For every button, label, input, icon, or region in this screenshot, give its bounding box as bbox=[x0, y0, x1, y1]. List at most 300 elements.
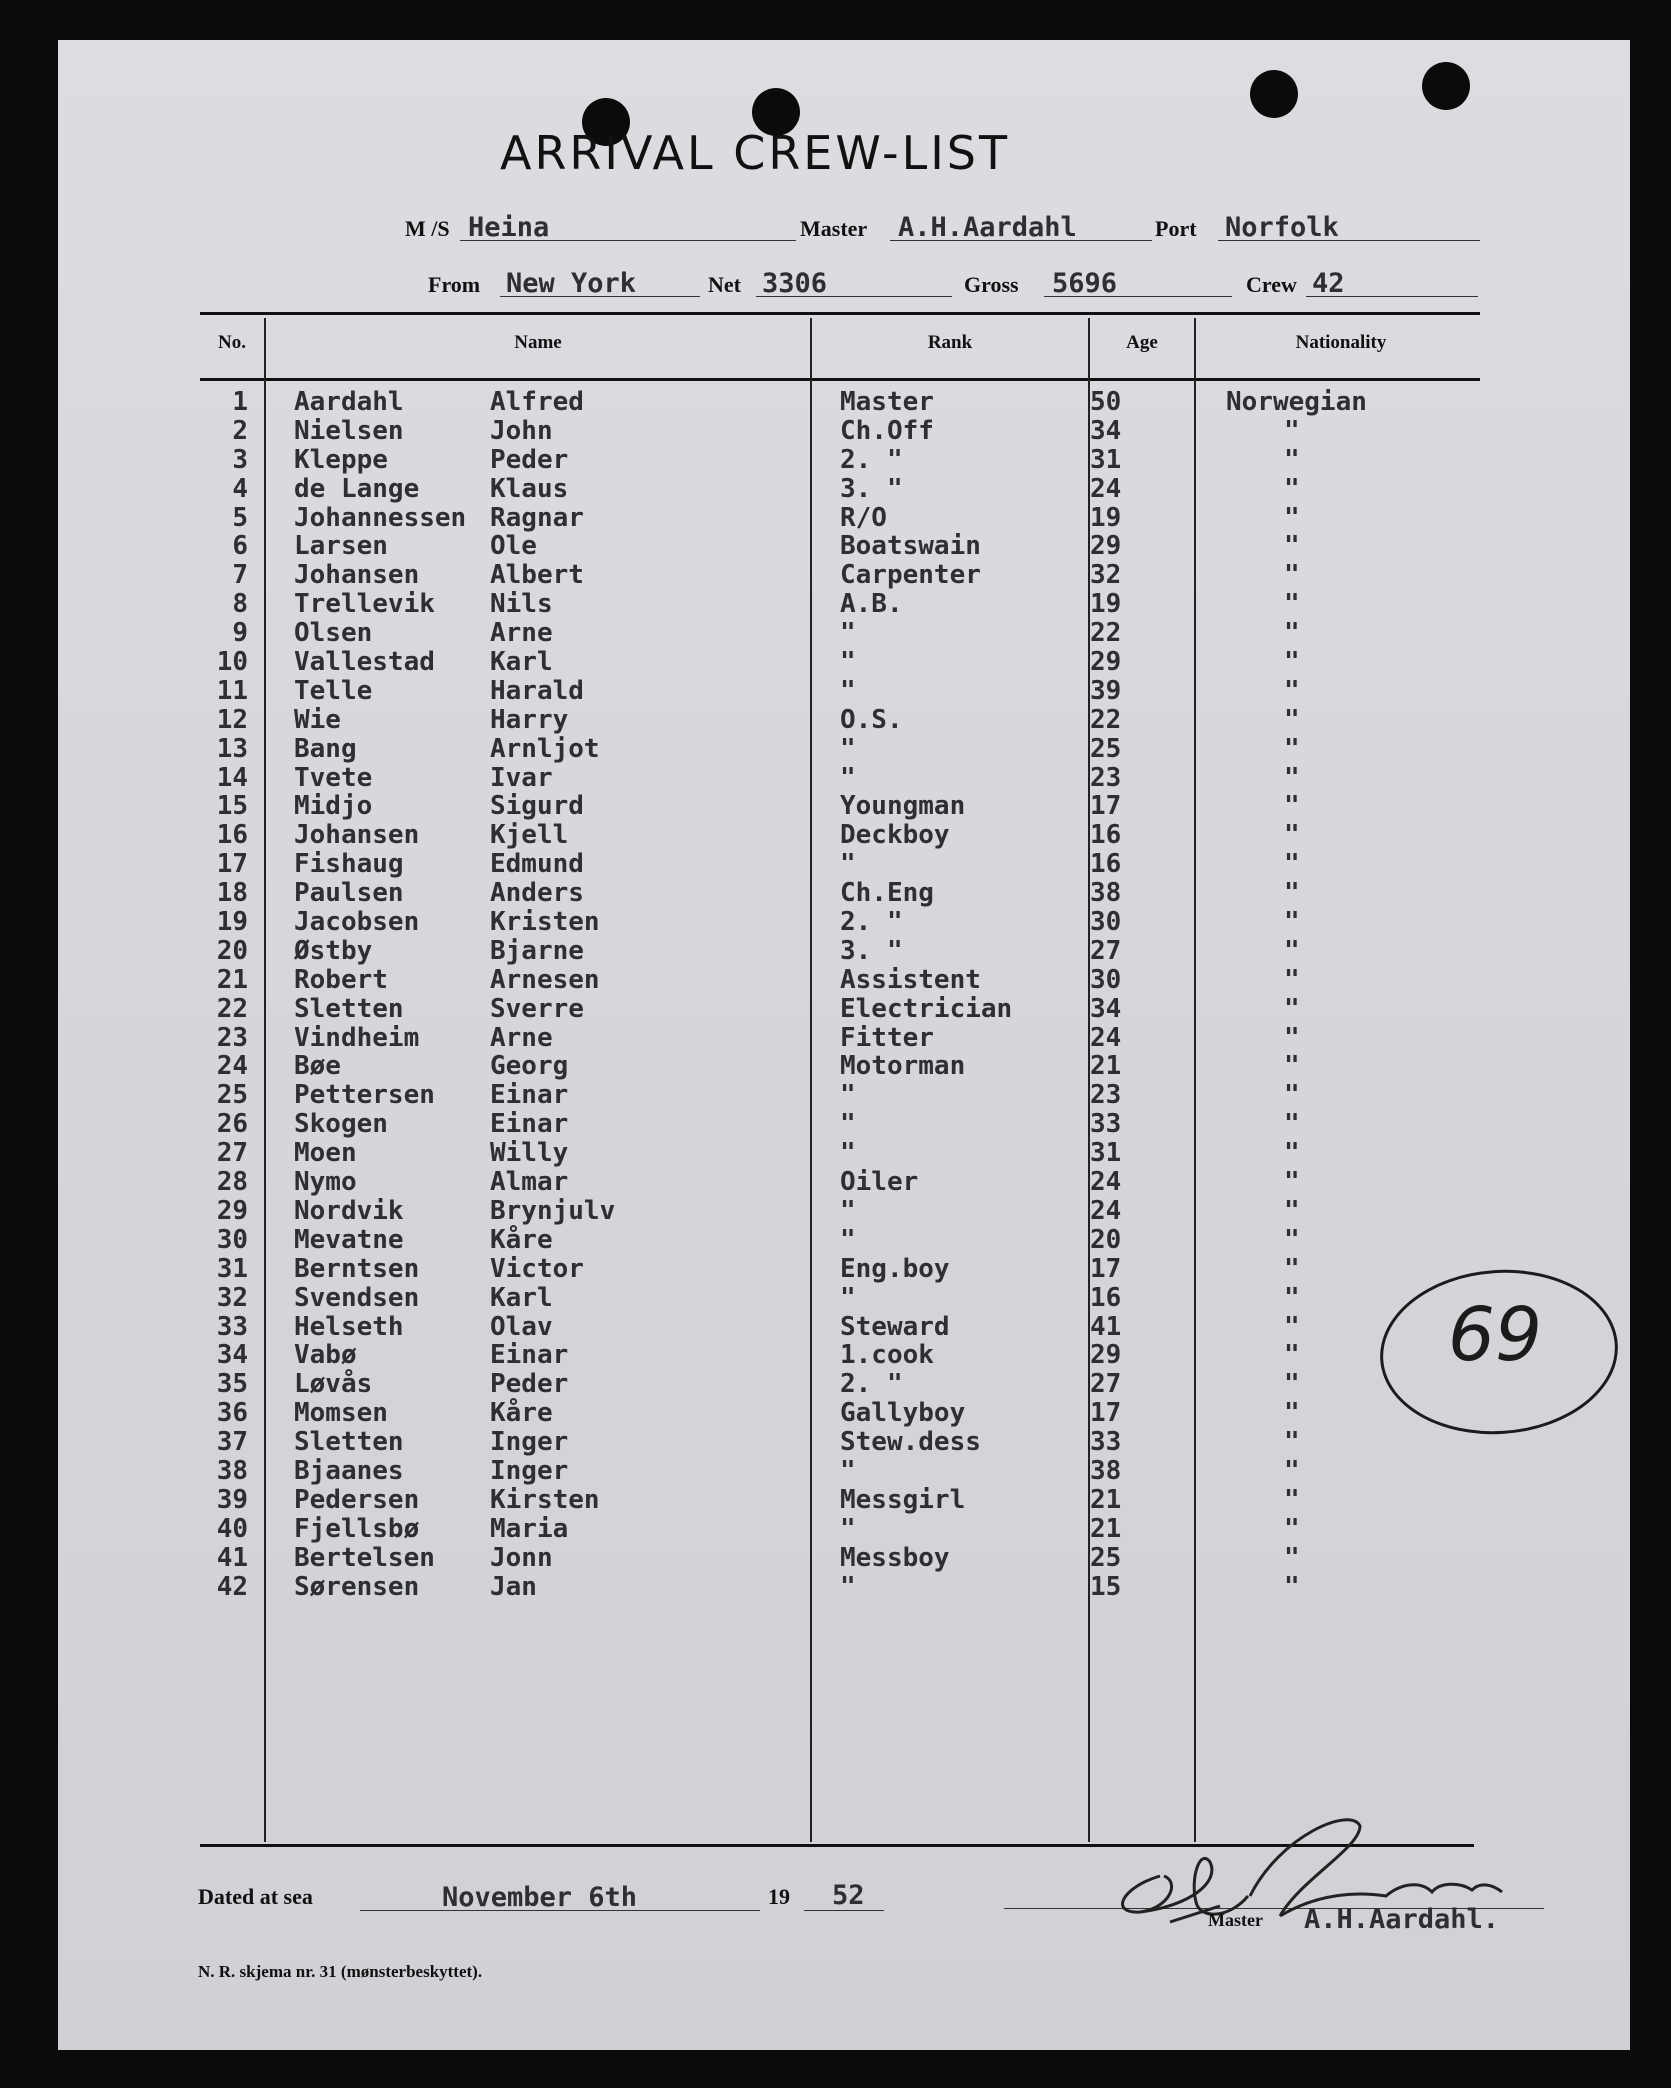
crew-age: 17 bbox=[1090, 791, 1122, 822]
crew-rank: 2. " bbox=[840, 444, 903, 475]
crew-given-name: Kjell bbox=[490, 820, 569, 851]
crew-nationality: " bbox=[1284, 849, 1300, 880]
crew-rank: Fitter bbox=[840, 1022, 934, 1053]
crew-given-name: Almar bbox=[490, 1167, 569, 1198]
date-value: November 6th bbox=[442, 1882, 638, 1913]
crew-number: 38 bbox=[216, 1455, 248, 1486]
crew-given-name: Arne bbox=[490, 618, 553, 649]
crew-age: 32 bbox=[1090, 560, 1122, 591]
crew-given-name: Maria bbox=[490, 1513, 569, 1544]
punch-hole bbox=[1250, 70, 1298, 118]
dated-label: Dated at sea bbox=[198, 1884, 313, 1909]
crew-age: 17 bbox=[1090, 1253, 1122, 1284]
crew-rank: 1.cook bbox=[840, 1340, 934, 1371]
crew-given-name: Bjarne bbox=[490, 935, 584, 966]
table-row bbox=[200, 1255, 1500, 1284]
net-underline bbox=[756, 296, 952, 297]
crew-nationality: " bbox=[1284, 502, 1300, 533]
crew-surname: Berntsen bbox=[294, 1253, 420, 1284]
crew-surname: Trellevik bbox=[294, 589, 435, 620]
table-row bbox=[200, 850, 1500, 879]
date-underline bbox=[360, 1910, 760, 1911]
crew-number: 14 bbox=[216, 762, 248, 793]
crew-given-name: Karl bbox=[490, 647, 553, 678]
crew-given-name: Peder bbox=[490, 444, 569, 475]
crew-number: 9 bbox=[232, 618, 248, 649]
crew-number: 33 bbox=[216, 1311, 248, 1342]
crew-number: 13 bbox=[216, 733, 248, 764]
crew-age: 19 bbox=[1090, 589, 1122, 620]
crew-number: 20 bbox=[216, 935, 248, 966]
crew-nationality: " bbox=[1284, 1484, 1300, 1515]
crew-nationality: " bbox=[1284, 878, 1300, 909]
crew-surname: Momsen bbox=[294, 1398, 388, 1429]
crew-surname: Østby bbox=[294, 935, 373, 966]
table-row bbox=[200, 1428, 1500, 1457]
crew-rank: " bbox=[840, 618, 856, 649]
port-underline bbox=[1218, 240, 1480, 241]
crew-given-name: Ivar bbox=[490, 762, 553, 793]
crew-surname: Robert bbox=[294, 964, 388, 995]
table-row bbox=[200, 446, 1500, 475]
crew-age: 38 bbox=[1090, 878, 1122, 909]
crew-surname: Sørensen bbox=[294, 1571, 420, 1602]
crew-nationality: " bbox=[1284, 1080, 1300, 1111]
crew-nationality: " bbox=[1284, 935, 1300, 966]
crew-rank: " bbox=[840, 1282, 856, 1313]
crew-surname: Bøe bbox=[294, 1051, 341, 1082]
crew-given-name: Sigurd bbox=[490, 791, 584, 822]
crew-surname: Jacobsen bbox=[294, 907, 420, 938]
crew-age: 29 bbox=[1090, 1340, 1122, 1371]
crew-surname: Johansen bbox=[294, 560, 420, 591]
crew-nationality: " bbox=[1284, 820, 1300, 851]
crew-rank: " bbox=[840, 1080, 856, 1111]
crew-surname: Bang bbox=[294, 733, 357, 764]
crew-number: 23 bbox=[216, 1022, 248, 1053]
table-row bbox=[200, 1544, 1500, 1573]
crew-given-name: Peder bbox=[490, 1369, 569, 1400]
crew-rank: " bbox=[840, 1513, 856, 1544]
crew-rank: " bbox=[840, 1195, 856, 1226]
crew-label: Crew bbox=[1246, 272, 1297, 297]
crew-number: 24 bbox=[216, 1051, 248, 1082]
crew-given-name: Kristen bbox=[490, 907, 600, 938]
crew-given-name: Arnesen bbox=[490, 964, 600, 995]
crew-number: 40 bbox=[216, 1513, 248, 1544]
crew-surname: Skogen bbox=[294, 1109, 388, 1140]
crew-given-name: Anders bbox=[490, 878, 584, 909]
crew-rank: Youngman bbox=[840, 791, 966, 822]
master-underline bbox=[890, 240, 1152, 241]
crew-rank: " bbox=[840, 733, 856, 764]
table-row bbox=[200, 1197, 1500, 1226]
crew-rank: R/O bbox=[840, 502, 887, 533]
table-row bbox=[200, 937, 1500, 966]
crew-given-name: Sverre bbox=[490, 993, 584, 1024]
crew-age: 21 bbox=[1090, 1051, 1122, 1082]
crew-surname: Olsen bbox=[294, 618, 373, 649]
table-row bbox=[200, 1457, 1500, 1486]
crew-number: 4 bbox=[232, 473, 248, 504]
crew-given-name: Victor bbox=[490, 1253, 584, 1284]
crew-age: 29 bbox=[1090, 647, 1122, 678]
footer-master-name: A.H.Aardahl. bbox=[1304, 1904, 1500, 1935]
crew-nationality: " bbox=[1284, 675, 1300, 706]
crew-table-body bbox=[200, 388, 1500, 1601]
year-prefix: 19 bbox=[768, 1884, 790, 1909]
table-row bbox=[200, 706, 1500, 735]
crew-number: 28 bbox=[216, 1167, 248, 1198]
crew-number: 36 bbox=[216, 1398, 248, 1429]
crew-nationality: " bbox=[1284, 762, 1300, 793]
table-row bbox=[200, 619, 1500, 648]
crew-age: 27 bbox=[1090, 935, 1122, 966]
crew-given-name: Arne bbox=[490, 1022, 553, 1053]
crew-age: 16 bbox=[1090, 1282, 1122, 1313]
crew-given-name: Ragnar bbox=[490, 502, 584, 533]
crew-surname: Bertelsen bbox=[294, 1542, 435, 1573]
crew-rank: Ch.Eng bbox=[840, 878, 934, 909]
crew-rank: Messboy bbox=[840, 1542, 950, 1573]
table-row bbox=[200, 1081, 1500, 1110]
crew-age: 24 bbox=[1090, 1022, 1122, 1053]
crew-surname: Kleppe bbox=[294, 444, 388, 475]
net-label: Net bbox=[708, 272, 741, 297]
table-row bbox=[200, 1052, 1500, 1081]
crew-nationality: " bbox=[1284, 791, 1300, 822]
crew-given-name: Einar bbox=[490, 1340, 569, 1371]
crew-surname: Svendsen bbox=[294, 1282, 420, 1313]
form-note: N. R. skjema nr. 31 (mønsterbeskyttet). bbox=[198, 1962, 483, 1981]
crew-surname: Larsen bbox=[294, 531, 388, 562]
year-suffix: 52 bbox=[832, 1880, 865, 1911]
crew-rank: Gallyboy bbox=[840, 1398, 966, 1429]
crew-given-name: Inger bbox=[490, 1427, 569, 1458]
crew-surname: Nielsen bbox=[294, 415, 404, 446]
crew-surname: Mevatne bbox=[294, 1224, 404, 1255]
crew-surname: Fjellsbø bbox=[294, 1513, 420, 1544]
crew-nationality: " bbox=[1284, 1195, 1300, 1226]
footer-master-label: Master bbox=[1208, 1910, 1263, 1930]
table-row bbox=[200, 1399, 1500, 1428]
punch-hole bbox=[1422, 62, 1470, 110]
crew-nationality: " bbox=[1284, 1224, 1300, 1255]
table-row bbox=[200, 677, 1500, 706]
crew-number: 32 bbox=[216, 1282, 248, 1313]
crew-age: 24 bbox=[1090, 473, 1122, 504]
crew-age: 25 bbox=[1090, 733, 1122, 764]
crew-rank: " bbox=[840, 849, 856, 880]
crew-age: 31 bbox=[1090, 444, 1122, 475]
crew-nationality: " bbox=[1284, 444, 1300, 475]
table-row bbox=[200, 1313, 1500, 1342]
crew-rank: Carpenter bbox=[840, 560, 981, 591]
ship-underline bbox=[460, 240, 796, 241]
crew-nationality: " bbox=[1284, 531, 1300, 562]
table-row bbox=[200, 792, 1500, 821]
crew-number: 27 bbox=[216, 1138, 248, 1169]
crew-rank: Oiler bbox=[840, 1167, 919, 1198]
ship-name: Heina bbox=[468, 212, 550, 243]
crew-nationality: " bbox=[1284, 1311, 1300, 1342]
crew-age: 31 bbox=[1090, 1138, 1122, 1169]
crew-given-name: John bbox=[490, 415, 553, 446]
crew-number: 6 bbox=[232, 531, 248, 562]
column-header-age: Age bbox=[1126, 332, 1158, 353]
table-row bbox=[200, 1024, 1500, 1053]
crew-age: 25 bbox=[1090, 1542, 1122, 1573]
crew-nationality: " bbox=[1284, 1138, 1300, 1169]
crew-age: 50 bbox=[1090, 387, 1122, 417]
table-row bbox=[200, 561, 1500, 590]
crew-surname: Tvete bbox=[294, 762, 373, 793]
crew-nationality: " bbox=[1284, 733, 1300, 764]
crew-age: 39 bbox=[1090, 675, 1122, 706]
crew-number: 8 bbox=[232, 589, 248, 620]
gross-underline bbox=[1044, 296, 1232, 297]
crew-nationality: " bbox=[1284, 1253, 1300, 1284]
crew-age: 24 bbox=[1090, 1195, 1122, 1226]
crew-age: 16 bbox=[1090, 849, 1122, 880]
crew-rank: " bbox=[840, 1455, 856, 1486]
column-header-no: No. bbox=[218, 332, 246, 353]
crew-given-name: Kåre bbox=[490, 1398, 553, 1429]
crew-surname: Wie bbox=[294, 704, 341, 735]
crew-nationality: " bbox=[1284, 907, 1300, 938]
table-row bbox=[200, 417, 1500, 446]
crew-rank: Master bbox=[840, 387, 934, 417]
crew-rank: Eng.boy bbox=[840, 1253, 950, 1284]
crew-nationality: " bbox=[1284, 1340, 1300, 1371]
crew-surname: Fishaug bbox=[294, 849, 404, 880]
crew-number: 42 bbox=[216, 1571, 248, 1602]
crew-nationality: " bbox=[1284, 1282, 1300, 1313]
crew-nationality: " bbox=[1284, 964, 1300, 995]
crew-rank: 2. " bbox=[840, 907, 903, 938]
crew-nationality: " bbox=[1284, 1513, 1300, 1544]
crew-surname: Midjo bbox=[294, 791, 373, 822]
crew-surname: Aardahl bbox=[294, 387, 404, 417]
crew-number: 10 bbox=[216, 647, 248, 678]
crew-age: 24 bbox=[1090, 1167, 1122, 1198]
crew-rank: Ch.Off bbox=[840, 415, 934, 446]
crew-rank: " bbox=[840, 1109, 856, 1140]
crew-rank: Motorman bbox=[840, 1051, 966, 1082]
crew-rank: Assistent bbox=[840, 964, 981, 995]
table-row bbox=[200, 1370, 1500, 1399]
table-row bbox=[200, 590, 1500, 619]
crew-nationality: " bbox=[1284, 415, 1300, 446]
crew-age: 33 bbox=[1090, 1109, 1122, 1140]
crew-surname: Løvås bbox=[294, 1369, 373, 1400]
port-name: Norfolk bbox=[1225, 212, 1339, 243]
crew-value: 42 bbox=[1312, 268, 1345, 299]
crew-surname: Nordvik bbox=[294, 1195, 404, 1226]
crew-given-name: Kirsten bbox=[490, 1484, 600, 1515]
crew-number: 30 bbox=[216, 1224, 248, 1255]
table-row bbox=[200, 1226, 1500, 1255]
crew-surname: Johansen bbox=[294, 820, 420, 851]
crew-number: 17 bbox=[216, 849, 248, 880]
crew-number: 16 bbox=[216, 820, 248, 851]
table-row bbox=[200, 532, 1500, 561]
crew-number: 18 bbox=[216, 878, 248, 909]
crew-surname: Pettersen bbox=[294, 1080, 435, 1111]
crew-number: 2 bbox=[232, 415, 248, 446]
crew-rank: " bbox=[840, 647, 856, 678]
crew-nationality: " bbox=[1284, 1109, 1300, 1140]
crew-number: 5 bbox=[232, 502, 248, 533]
table-row bbox=[200, 475, 1500, 504]
table-row bbox=[200, 504, 1500, 533]
crew-number: 25 bbox=[216, 1080, 248, 1111]
crew-number: 19 bbox=[216, 907, 248, 938]
page-title: ARRIVAL CREW-LIST bbox=[500, 126, 1011, 180]
table-row bbox=[200, 764, 1500, 793]
crew-rank: A.B. bbox=[840, 589, 903, 620]
crew-age: 22 bbox=[1090, 704, 1122, 735]
crew-given-name: Willy bbox=[490, 1138, 569, 1169]
year-underline bbox=[804, 1910, 884, 1911]
crew-given-name: Einar bbox=[490, 1080, 569, 1111]
crew-surname: Sletten bbox=[294, 1427, 404, 1458]
crew-nationality: Norwegian bbox=[1226, 387, 1367, 417]
crew-surname: Telle bbox=[294, 675, 373, 706]
crew-nationality: " bbox=[1284, 647, 1300, 678]
crew-number: 34 bbox=[216, 1340, 248, 1371]
crew-given-name: Karl bbox=[490, 1282, 553, 1313]
crew-age: 22 bbox=[1090, 618, 1122, 649]
from-value: New York bbox=[506, 268, 637, 299]
crew-surname: Nymo bbox=[294, 1167, 357, 1198]
crew-number: 7 bbox=[232, 560, 248, 591]
table-row bbox=[200, 1515, 1500, 1544]
crew-age: 27 bbox=[1090, 1369, 1122, 1400]
crew-number: 21 bbox=[216, 964, 248, 995]
table-row bbox=[200, 1284, 1500, 1313]
crew-given-name: Arnljot bbox=[490, 733, 600, 764]
table-row bbox=[200, 1486, 1500, 1515]
column-header-nationality: Nationality bbox=[1295, 332, 1387, 353]
crew-age: 34 bbox=[1090, 415, 1122, 446]
table-row bbox=[200, 1168, 1500, 1197]
crew-number: 39 bbox=[216, 1484, 248, 1515]
crew-surname: Helseth bbox=[294, 1311, 404, 1342]
crew-age: 21 bbox=[1090, 1513, 1122, 1544]
crew-number: 41 bbox=[216, 1542, 248, 1573]
crew-number: 26 bbox=[216, 1109, 248, 1140]
crew-number: 35 bbox=[216, 1369, 248, 1400]
table-row bbox=[200, 995, 1500, 1024]
crew-rank: Steward bbox=[840, 1311, 950, 1342]
crew-nationality: " bbox=[1284, 1542, 1300, 1573]
crew-nationality: " bbox=[1284, 1051, 1300, 1082]
crew-rank: Stew.dess bbox=[840, 1427, 981, 1458]
table-row bbox=[200, 908, 1500, 937]
crew-surname: Pedersen bbox=[294, 1484, 420, 1515]
table-row bbox=[200, 966, 1500, 995]
crew-age: 29 bbox=[1090, 531, 1122, 562]
crew-nationality: " bbox=[1284, 1167, 1300, 1198]
table-header-rule bbox=[200, 378, 1480, 381]
crew-nationality: " bbox=[1284, 589, 1300, 620]
table-row bbox=[200, 735, 1500, 764]
table-top-rule bbox=[200, 312, 1480, 315]
crew-rank: " bbox=[840, 1571, 856, 1602]
crew-given-name: Alfred bbox=[490, 387, 584, 417]
crew-nationality: " bbox=[1284, 1398, 1300, 1429]
master-label: Master bbox=[800, 216, 868, 241]
from-underline bbox=[500, 296, 700, 297]
crew-age: 16 bbox=[1090, 820, 1122, 851]
crew-nationality: " bbox=[1284, 1571, 1300, 1602]
crew-given-name: Albert bbox=[490, 560, 584, 591]
crew-given-name: Harry bbox=[490, 704, 569, 735]
crew-given-name: Kåre bbox=[490, 1224, 553, 1255]
crew-age: 21 bbox=[1090, 1484, 1122, 1515]
crew-number: 37 bbox=[216, 1427, 248, 1458]
crew-given-name: Einar bbox=[490, 1109, 569, 1140]
gross-label: Gross bbox=[964, 272, 1019, 297]
crew-rank: 3. " bbox=[840, 473, 903, 504]
table-row bbox=[200, 1341, 1500, 1370]
crew-age: 33 bbox=[1090, 1427, 1122, 1458]
crew-number: 1 bbox=[232, 387, 248, 417]
crew-rank: Electrician bbox=[840, 993, 1013, 1024]
crew-nationality: " bbox=[1284, 1022, 1300, 1053]
crew-surname: Vabø bbox=[294, 1340, 357, 1371]
from-label: From bbox=[428, 272, 481, 297]
table-row bbox=[200, 879, 1500, 908]
port-label: Port bbox=[1155, 216, 1197, 241]
ship-label: M /S bbox=[405, 216, 450, 241]
crew-given-name: Jan bbox=[490, 1571, 537, 1602]
crew-rank: " bbox=[840, 1224, 856, 1255]
crew-surname: Moen bbox=[294, 1138, 357, 1169]
crew-surname: Bjaanes bbox=[294, 1455, 404, 1486]
crew-age: 30 bbox=[1090, 964, 1122, 995]
crew-given-name: Brynjulv bbox=[490, 1195, 616, 1226]
crew-age: 41 bbox=[1090, 1311, 1122, 1342]
crew-given-name: Klaus bbox=[490, 473, 569, 504]
crew-rank: Deckboy bbox=[840, 820, 950, 851]
crew-number: 31 bbox=[216, 1253, 248, 1284]
crew-rank: 3. " bbox=[840, 935, 903, 966]
crew-number: 29 bbox=[216, 1195, 248, 1226]
crew-rank: 2. " bbox=[840, 1369, 903, 1400]
crew-given-name: Harald bbox=[490, 675, 584, 706]
crew-age: 19 bbox=[1090, 502, 1122, 533]
crew-age: 15 bbox=[1090, 1571, 1122, 1602]
annotation-number: 69 bbox=[1447, 1292, 1543, 1378]
crew-rank: Boatswain bbox=[840, 531, 981, 562]
crew-given-name: Inger bbox=[490, 1455, 569, 1486]
crew-given-name: Olav bbox=[490, 1311, 553, 1342]
crew-rank: " bbox=[840, 1138, 856, 1169]
crew-number: 11 bbox=[216, 675, 248, 706]
net-value: 3306 bbox=[762, 268, 828, 299]
crew-given-name: Ole bbox=[490, 531, 537, 562]
crew-rank: Messgirl bbox=[840, 1484, 966, 1515]
crew-age: 20 bbox=[1090, 1224, 1122, 1255]
crew-nationality: " bbox=[1284, 473, 1300, 504]
crew-given-name: Edmund bbox=[490, 849, 584, 880]
crew-given-name: Georg bbox=[490, 1051, 569, 1082]
crew-nationality: " bbox=[1284, 560, 1300, 591]
crew-nationality: " bbox=[1284, 618, 1300, 649]
crew-rank: " bbox=[840, 675, 856, 706]
